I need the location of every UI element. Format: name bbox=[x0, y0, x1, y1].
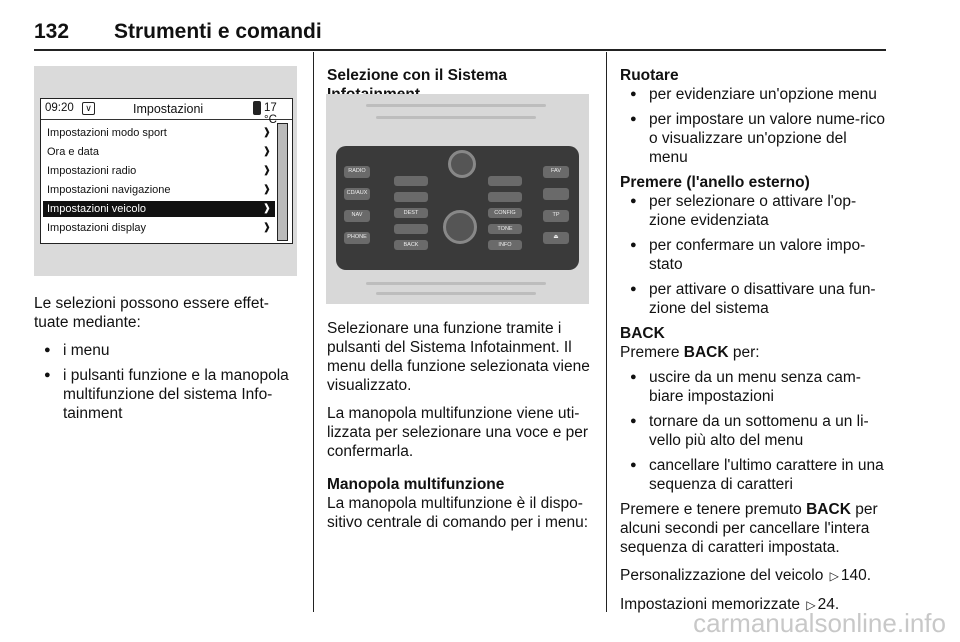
screen-temperature: 17 °C bbox=[264, 102, 277, 126]
bullet-list bbox=[620, 192, 886, 318]
list-item: ● per evidenziare un'opzione menu bbox=[620, 85, 886, 104]
paragraph: La manopola multifunzione è il dispo-sitivo centrale di comando per i menu: bbox=[327, 495, 589, 531]
preset-button bbox=[394, 192, 428, 202]
chevron-right-icon: ❱ bbox=[262, 127, 271, 138]
radio-button: RADIO bbox=[344, 166, 370, 178]
screen-title: Impostazioni bbox=[133, 102, 204, 116]
tone-button: TONE bbox=[488, 224, 522, 234]
subsection-heading: Manopola multifunzione bbox=[327, 476, 505, 493]
section-heading: Selezione con il Sistema bbox=[327, 67, 508, 84]
infotainment-panel-figure bbox=[326, 94, 589, 304]
page-number: 132 bbox=[34, 20, 70, 43]
subsection-heading: Premere (l'anello esterno) bbox=[620, 174, 810, 191]
page-header bbox=[34, 0, 886, 52]
page-reference-icon: ▷ bbox=[829, 569, 839, 583]
list-item: ● i menu bbox=[34, 341, 302, 360]
cross-reference: Impostazioni memorizzate ▷ 24. bbox=[620, 596, 840, 613]
eject-button: ⏏ bbox=[543, 232, 569, 244]
control-panel bbox=[336, 146, 579, 270]
preset-button bbox=[488, 176, 522, 186]
phone-button: PHONE bbox=[344, 232, 370, 244]
subsection-heading: Ruotare bbox=[620, 67, 679, 84]
page-title: Strumenti e comandi bbox=[114, 20, 322, 43]
menu-item: Impostazioni navigazione ❱ bbox=[47, 184, 271, 196]
list-item: ● uscire da un menu senza cam-biare impostazioni bbox=[620, 368, 886, 406]
chevron-right-icon: ❱ bbox=[262, 222, 271, 233]
header-rule bbox=[34, 49, 886, 51]
menu-item: Ora e data ❱ bbox=[47, 146, 271, 158]
paragraph: La manopola multifunzione viene uti-lizzata per selezionare una voce e per confermarla. bbox=[327, 405, 589, 460]
info-button: INFO bbox=[488, 240, 522, 250]
bullet-list bbox=[620, 368, 886, 494]
column-divider bbox=[313, 52, 314, 612]
back-button: BACK bbox=[394, 240, 428, 250]
list-item: ● i pulsanti funzione e la manopola multifunzione del sistema Info-tainment bbox=[34, 366, 302, 423]
thermometer-icon bbox=[253, 101, 261, 115]
tp-button: TP bbox=[543, 210, 569, 222]
cross-reference: Personalizzazione del veicolo ▷ 140. bbox=[620, 567, 872, 584]
list-item: ● per attivare o disattivare una fun-zione del sistema bbox=[620, 280, 886, 318]
menu-item: Impostazioni display ❱ bbox=[47, 222, 271, 234]
preset-button bbox=[394, 176, 428, 186]
dest-button: DEST bbox=[394, 208, 428, 218]
chevron-down-icon: ∨ bbox=[82, 102, 95, 115]
subsection-heading: BACK bbox=[620, 325, 665, 342]
back-keyword: BACK bbox=[806, 501, 851, 518]
cd-aux-button: CD/AUX bbox=[344, 188, 370, 200]
watermark: carmanualsonline.info bbox=[693, 608, 946, 638]
nav-button: NAV bbox=[344, 210, 370, 222]
page-reference-icon: ▷ bbox=[806, 598, 816, 612]
power-knob bbox=[448, 150, 476, 178]
menu-item: Impostazioni modo sport ❱ bbox=[47, 127, 271, 139]
chevron-right-icon: ❱ bbox=[262, 203, 271, 214]
paragraph: Premere e tenere premuto BACK per alcuni secondi per cancellare l'intera sequenza di caratteri impostata. bbox=[620, 501, 878, 556]
preset-button bbox=[488, 192, 522, 202]
paragraph: Premere BACK per: bbox=[620, 344, 760, 361]
menu-item: Impostazioni radio ❱ bbox=[47, 165, 271, 177]
column-3 bbox=[620, 66, 886, 624]
bullet-list bbox=[34, 341, 302, 423]
fav-button: FAV bbox=[543, 166, 569, 178]
back-keyword: BACK bbox=[683, 344, 729, 361]
list-item: ● per confermare un valore impo-stato bbox=[620, 236, 886, 274]
config-button: CONFIG bbox=[488, 208, 522, 218]
scrollbar bbox=[277, 123, 288, 241]
settings-screen-figure bbox=[34, 66, 297, 276]
screen-title-bar bbox=[41, 99, 292, 126]
column-2-text bbox=[327, 319, 597, 541]
column-divider bbox=[606, 52, 607, 612]
menu-item-selected: Impostazioni veicolo ❱ bbox=[43, 201, 275, 217]
chevron-right-icon: ❱ bbox=[262, 165, 271, 176]
intro-text: Le selezioni possono essere effet-tuate mediante: bbox=[34, 295, 269, 331]
rpt-button bbox=[394, 224, 428, 234]
list-item: ● per selezionare o attivare l'op-zione evidenziata bbox=[620, 192, 886, 230]
settings-screen bbox=[40, 98, 293, 244]
bullet-list bbox=[620, 85, 886, 167]
list-item: ● per impostare un valore nume-rico o visualizzare un'opzione del menu bbox=[620, 110, 886, 167]
multifunction-knob bbox=[443, 210, 477, 244]
screen-time: 09:20 bbox=[45, 102, 74, 114]
paragraph: Selezionare una funzione tramite i pulsanti del Sistema Infotainment. Il menu della funzione selezionata viene visualizzato. bbox=[327, 320, 590, 394]
chevron-right-icon: ❱ bbox=[262, 146, 271, 157]
list-item: ● cancellare l'ultimo carattere in una sequenza di caratteri bbox=[620, 456, 886, 494]
column-1 bbox=[34, 294, 302, 429]
chevron-right-icon: ❱ bbox=[262, 184, 271, 195]
as-button bbox=[543, 188, 569, 200]
list-item: ● tornare da un sottomenu a un li-vello più alto del menu bbox=[620, 412, 886, 450]
